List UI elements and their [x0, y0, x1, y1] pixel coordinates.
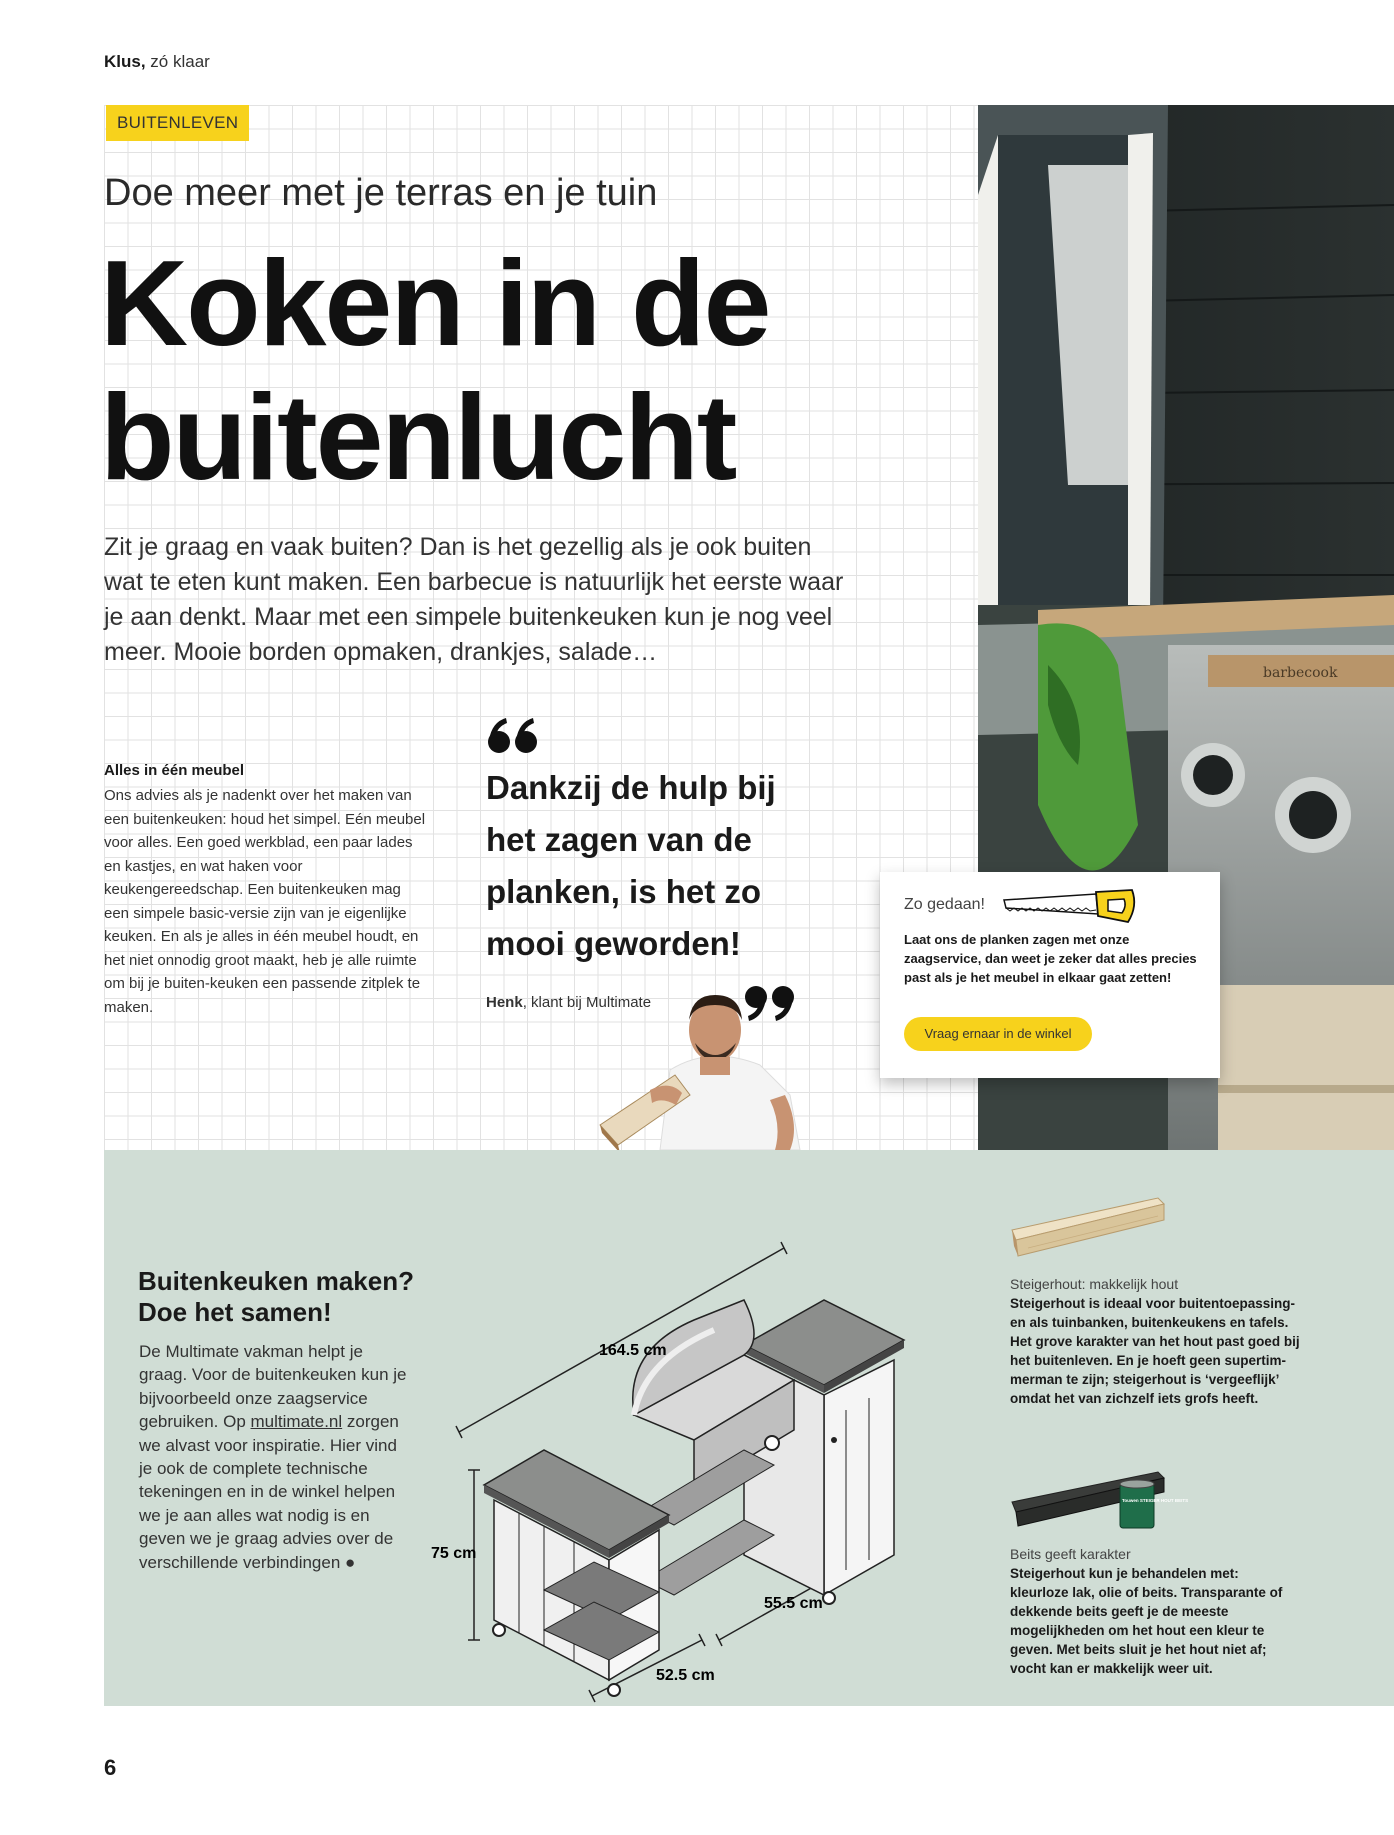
- saw-icon: [1000, 886, 1140, 926]
- material-label-wood: Steigerhout: makkelijk hout: [1010, 1276, 1179, 1292]
- material-text-wood: Steigerhout is ideaal voor buitentoepassing-en als tuinbanken, buitenkeukens en tafels. Het grove karakter van het hout past goed bij het buitenleven. En je hoeft geen supertim-merman te zijn; steigerhout is ‘vergeeflijk’ omdat het van zichzelf iets grofs heeft.: [1010, 1296, 1300, 1406]
- brand-rest: zó klaar: [150, 52, 210, 71]
- card-label: Zo gedaan!: [904, 896, 985, 913]
- section-text-before: De Multimate vakman helpt je graag. Voor de buitenkeuken kun je bijvoorbeeld onze zaagservice gebruiken. Op: [139, 1342, 407, 1432]
- page-number: 6: [104, 1755, 117, 1780]
- quote-author-role: , klant bij Multimate: [522, 994, 652, 1011]
- multimate-link[interactable]: multimate.nl: [250, 1412, 343, 1432]
- article-title: Koken in de buitenlucht: [100, 235, 770, 505]
- article-subtitle: Doe meer met je terras en je tuin: [104, 172, 658, 214]
- brand-line: [104, 52, 210, 72]
- ask-in-store-button[interactable]: Vraag ernaar in de winkel: [904, 1017, 1092, 1051]
- section-text-after: zorgen we alvast voor inspiratie. Hier vind je ook de complete technische tekeningen en in de winkel helpen we je aan alles wat nodig is en geven we je graag advies over de verschillende verbindingen ●: [139, 1412, 399, 1572]
- quote-author-name: Henk: [486, 994, 523, 1011]
- stained-wood-image: [1008, 1470, 1189, 1540]
- brand-bold: Klus,: [104, 52, 146, 71]
- scaffold-wood-image: [1008, 1190, 1168, 1260]
- pull-quote: Dankzij de hulp bij het zagen van de planken, is het zo mooi geworden!: [486, 769, 776, 962]
- dim-height: 75 cm: [431, 1545, 477, 1562]
- info-section: [104, 1150, 1394, 1706]
- dim-depth-left: 52.5 cm: [656, 1667, 715, 1684]
- card-text: Laat ons de planken zagen met onze zaagservice, dan weet je zeker dat alles precies past als je het meubel in elkaar gaat zetten!: [904, 932, 1197, 985]
- column-title: Alles in één meubel: [104, 762, 245, 779]
- dim-depth-right: 55.5 cm: [764, 1595, 823, 1612]
- category-tag: BUITENLEVEN: [106, 105, 249, 141]
- quote-open-icon: [486, 716, 542, 756]
- column-text: Ons advies als je nadenkt over het maken van een buitenkeuken: houd het simpel. Eén meubel voor alles. Een goed werkblad, een paar lades en kastjes, en wat haken voor keukengereedschap. Een buitenkeuken mag een simpele basic-versie zijn van je eigenlijke keuken. En als je alles in één meubel houdt, en het niet onnodig groot maakt, heb je alle ruimte om bij je buiten-keuken een passende zitplek te maken.: [104, 787, 426, 1016]
- paint-can-text: Touwen STEIGER HOUT BEITS: [1122, 1498, 1189, 1503]
- dim-length: 164.5 cm: [599, 1342, 667, 1359]
- customer-photo: [590, 975, 820, 1150]
- material-text-stain: Steigerhout kun je behandelen met: kleurloze lak, olie of beits. Transparante of dekkende beits geeft je de meeste mogelijkheden om het hout een kleur te geven. Met beits sluit je het hout niet af; vocht kan er makkelijk weer uit.: [1010, 1566, 1283, 1676]
- section-text: [139, 1340, 411, 1574]
- section-title: Buitenkeuken maken? Doe het samen!: [138, 1266, 414, 1327]
- material-label-stain: Beits geeft karakter: [1010, 1546, 1131, 1562]
- photo-brand-text: barbecook: [1263, 665, 1338, 681]
- article-intro: Zit je graag en vaak buiten? Dan is het gezellig als je ook buiten wat te eten kunt maken. Een barbecue is natuurlijk het eerste waar je aan denkt. Maar met een simpele buitenkeuken kun je nog veel meer. Mooie borden opmaken, drankjes, salade…: [104, 533, 844, 666]
- service-card: [880, 872, 1220, 1078]
- kitchen-technical-drawing: [431, 1200, 1074, 1690]
